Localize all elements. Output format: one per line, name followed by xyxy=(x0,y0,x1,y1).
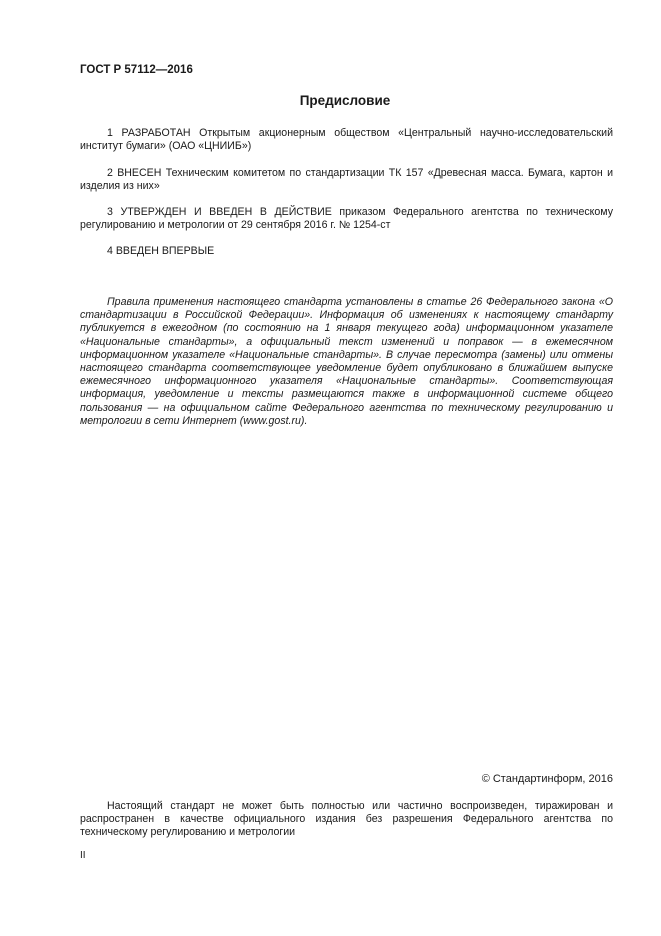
standard-rules-note: Правила применения настоящего стандарта установлены в статье 26 Федерального закона «О стандартизации в Российской Федерации». Информация об изменениях к настоящему стандарту публикуется в ежегодном (по состоянию на 1 января текущего года) информационном указателе «Национальные стандарты», а официальный текст изменений и поправок — в ежемесячном информационном указателе «Национальные стандарты». В случае пересмотра (замены) или отмены настоящего стандарта соответствующее уведомление будет опубликовано в ближайшем выпуске ежемесячного информационного указателя «Национальные стандарты». Соответствующая информация, уведомление и тексты размещаются также в информационной системе общего пользования — на официальном сайте Федерального агентства по техническому регулированию и метрологии в сети Интернет (www.gost.ru). xyxy=(80,296,613,427)
foreword-item-2: 2 ВНЕСЕН Техническим комитетом по стандартизации ТК 157 «Древесная масса. Бумага, картон и изделия из них» xyxy=(80,167,613,193)
page-number: II xyxy=(80,850,86,861)
copyright: © Стандартинформ, 2016 xyxy=(481,773,613,785)
reproduction-notice: Настоящий стандарт не может быть полностью или частично воспроизведен, тиражирован и распространен в качестве официального издания без разрешения Федерального агентства по техническому регулированию и метрологии xyxy=(80,800,613,839)
foreword-item-3: 3 УТВЕРЖДЕН И ВВЕДЕН В ДЕЙСТВИЕ приказом Федерального агентства по техническому регулированию и метрологии от 29 сентября 2016 г. № 1254-ст xyxy=(80,206,613,232)
document-code: ГОСТ Р 57112—2016 xyxy=(80,64,193,76)
foreword-item-4: 4 ВВЕДЕН ВПЕРВЫЕ xyxy=(107,245,215,257)
foreword-item-1: 1 РАЗРАБОТАН Открытым акционерным обществом «Центральный научно-исследовательский институт бумаги» (ОАО «ЦНИИБ») xyxy=(80,127,613,153)
section-title: Предисловие xyxy=(299,93,391,108)
